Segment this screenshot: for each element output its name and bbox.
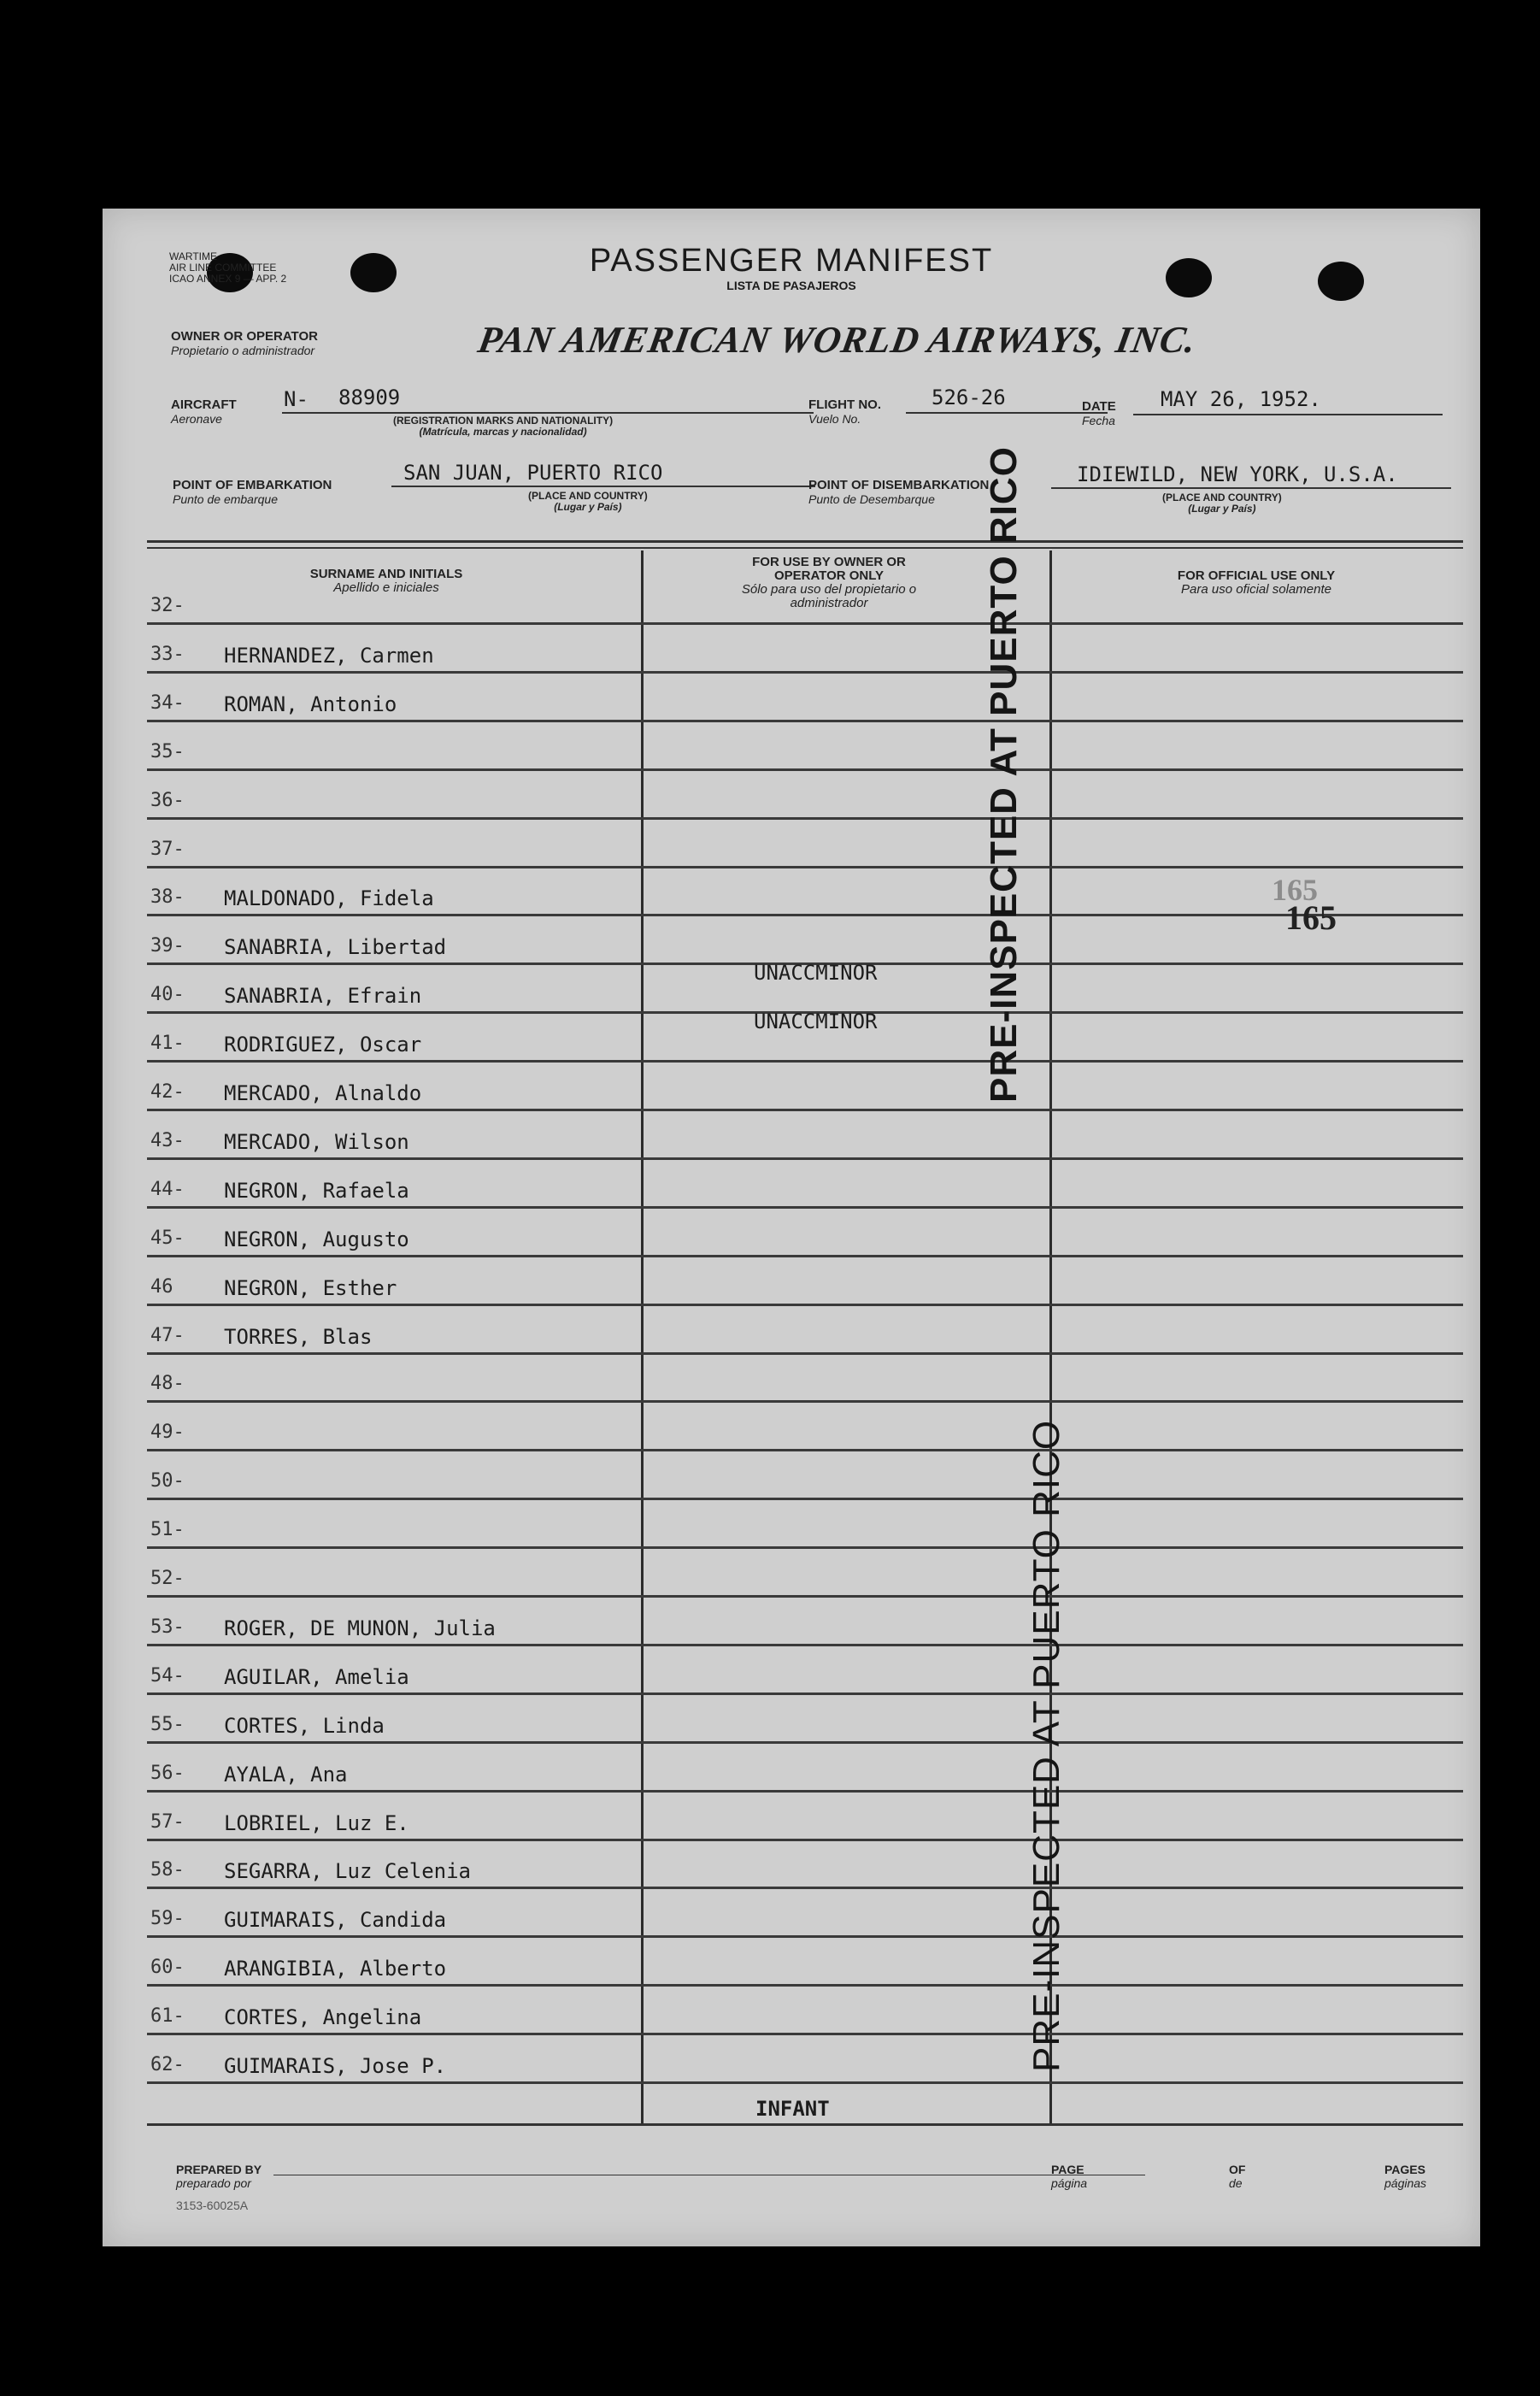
row-rule [147,1352,1463,1355]
owner-column-header [735,556,923,610]
place-caption-en: (PLACE AND COUNTRY) [1162,492,1282,503]
row-rule [147,1741,1463,1744]
row-rule [147,1887,1463,1889]
owner-header-es: Sólo para uso del propietario o administrador [741,582,917,610]
row-number: 41- [150,1033,185,1055]
owner-note: UNACCMINOR [754,961,878,986]
row-rule [147,1839,1463,1841]
table-top-rule-2 [147,547,1463,549]
place-caption-en: (PLACE AND COUNTRY) [528,490,648,502]
aircraft-caption-es: (Matrícula, marcas y nacionalidad) [419,426,587,438]
passenger-name: SANABRIA, Efrain [224,984,422,1009]
form-corner-line: WARTIME [169,250,217,262]
page-subtitle: LISTA DE PASAJEROS [726,279,856,292]
names-column-header [147,568,626,595]
row-number: 60- [150,1957,185,1979]
embark-label-es: Punto de embarque [173,492,278,506]
date-value: MAY 26, 1952. [1161,387,1321,411]
row-rule [147,1546,1463,1549]
row-rule [147,1304,1463,1306]
date-rule [1133,414,1443,415]
row-number: 48- [150,1373,185,1395]
row-rule [147,2081,1463,2084]
row-number: 61- [150,2005,185,2028]
row-number: 46 [150,1275,173,1298]
row-number: 52- [150,1568,185,1589]
embark-caption [528,491,648,513]
official-header-en: FOR OFFICIAL USE ONLY [1177,568,1336,583]
form-corner-line: AIR LINE COMMITTEE [169,262,277,274]
row-number: 34- [150,692,185,714]
pages-label-en: PAGES [1384,2163,1425,2176]
row-number: 54- [150,1664,185,1687]
pre-inspected-stamp: PRE-INSPECTED AT PUERTO RICO [1026,1419,1067,2072]
row-rule [147,1157,1463,1160]
row-number: 56- [150,1762,185,1784]
row-number: 32- [150,595,185,616]
owner-note: UNACCMINOR [754,1010,878,1034]
flight-value: 526-26 [932,386,1006,409]
row-rule [147,768,1463,771]
row-number: 50- [150,1470,185,1492]
row-number: 58- [150,1859,185,1881]
owner-label [171,330,318,357]
pre-inspected-stamp: PRE-INSPECTED AT PUERTO RICO [983,446,1025,1103]
of-label-es: de [1229,2176,1243,2190]
place-caption-es: (Lugar y País) [554,501,622,513]
row-rule [147,671,1463,674]
owner-label-es: Propietario o administrador [171,344,315,357]
flight-rule [906,412,1108,414]
form-number: 3153-60025A [176,2199,249,2212]
row-number: 53- [150,1616,185,1638]
row-rule [147,817,1463,820]
passenger-name: CORTES, Angelina [224,2005,422,2030]
row-number: 59- [150,1908,185,1930]
passenger-name: SANABRIA, Libertad [224,935,447,960]
page-label-en: PAGE [1051,2163,1084,2176]
aircraft-value: 88909 [338,386,401,409]
prepared-by-es: preparado por [176,2176,251,2190]
row-rule [147,1206,1463,1209]
row-number: 44- [150,1178,185,1200]
pages-label-es: páginas [1384,2176,1427,2190]
row-number: 49- [150,1422,185,1444]
passenger-name: LOBRIEL, Luz E. [224,1810,409,1835]
passenger-name: GUIMARAIS, Jose P. [224,2054,447,2078]
embark-label [173,479,332,506]
passenger-name: HERNANDEZ, Carmen [224,643,434,668]
aircraft-prefix: N- [284,387,309,411]
passenger-name: NEGRON, Rafaela [224,1178,409,1203]
place-caption-es: (Lugar y País) [1188,503,1256,515]
pages-label [1384,2163,1426,2190]
form-corner-line: ICAO ANNEX 9 — APP. 2 [169,273,287,285]
owner-value: PAN AMERICAN WORLD AIRWAYS, INC. [474,319,1201,361]
row-rule [147,1400,1463,1403]
names-header-en: SURNAME AND INITIALS [309,567,463,581]
row-rule [147,1693,1463,1695]
row-number: 35- [150,740,185,762]
disembark-label-es: Punto de Desembarque [808,492,935,506]
row-number: 36- [150,789,185,811]
embark-value: SAN JUAN, PUERTO RICO [403,461,663,485]
official-column-header [1051,569,1461,597]
row-rule [147,1595,1463,1598]
disembark-label [808,479,989,506]
disembark-label-en: POINT OF DISEMBARKATION [808,478,990,492]
flight-label [808,398,881,426]
passenger-name: MERCADO, Alnaldo [224,1081,422,1105]
owner-label-en: OWNER OR OPERATOR [171,329,318,344]
row-number: 37- [150,838,185,860]
date-label-en: DATE [1082,399,1116,414]
passenger-name: AYALA, Ana [224,1762,348,1787]
row-rule [147,1790,1463,1793]
page-title: PASSENGER MANIFEST [589,243,994,279]
prepared-by-label [176,2163,262,2190]
row-rule [147,1255,1463,1257]
row-rule [147,866,1463,868]
page-label [1051,2163,1087,2190]
passenger-name: CORTES, Linda [224,1713,385,1738]
table-bottom-rule [147,2123,1463,2126]
passenger-name: AGUILAR, Amelia [224,1664,409,1689]
flight-label-es: Vuelo No. [808,412,861,426]
table-top-rule [147,540,1463,543]
row-number: 38- [150,886,185,909]
passenger-name: ROGER, DE MUNON, Julia [224,1616,496,1640]
of-label [1229,2163,1245,2190]
row-number: 62- [150,2054,185,2075]
row-rule [147,622,1463,625]
passenger-name: MALDONADO, Fidela [224,886,434,911]
aircraft-label-es: Aeronave [171,412,222,426]
aircraft-caption [393,415,613,438]
row-rule [147,1935,1463,1938]
infant-note: INFANT [755,2097,830,2121]
row-rule [147,1644,1463,1646]
page-label-es: página [1051,2176,1088,2190]
row-number: 57- [150,1810,185,1833]
row-rule [147,720,1463,722]
row-number: 33- [150,643,185,665]
row-number: 39- [150,935,185,957]
manifest-sheet [103,209,1480,2246]
row-rule [147,1498,1463,1500]
date-label [1082,400,1116,427]
official-number-faint: 165 [1272,873,1318,907]
row-rule [147,2033,1463,2035]
disembark-rule [1051,487,1451,489]
official-number: 165 [1285,898,1337,937]
row-rule [147,1060,1463,1063]
disembark-caption [1162,492,1282,515]
row-number: 40- [150,984,185,1006]
of-label-en: OF [1229,2163,1246,2176]
passenger-name: TORRES, Blas [224,1324,373,1349]
passenger-name: NEGRON, Esther [224,1275,397,1300]
passenger-name: SEGARRA, Luz Celenia [224,1859,471,1884]
aircraft-rule [282,412,814,414]
row-rule [147,914,1463,916]
names-header-es: Apellido e iniciales [333,580,439,595]
row-rule [147,1984,1463,1987]
passenger-name: RODRIGUEZ, Oscar [224,1033,422,1057]
aircraft-label [171,398,237,426]
row-number: 47- [150,1324,185,1346]
prepared-by-en: PREPARED BY [176,2163,262,2176]
date-label-es: Fecha [1082,414,1115,427]
flight-label-en: FLIGHT NO. [808,397,881,412]
owner-header-en: FOR USE BY OWNER OR OPERATOR ONLY [752,555,906,583]
aircraft-label-en: AIRCRAFT [171,397,237,412]
embark-rule [391,486,815,487]
row-rule [147,1109,1463,1111]
disembark-value: IDIEWILD, NEW YORK, U.S.A. [1077,462,1398,486]
row-number: 43- [150,1129,185,1151]
row-number: 55- [150,1713,185,1735]
passenger-name: NEGRON, Augusto [224,1227,409,1251]
row-number: 45- [150,1227,185,1249]
passenger-name: GUIMARAIS, Candida [224,1908,447,1933]
embark-label-en: POINT OF EMBARKATION [173,478,332,492]
aircraft-caption-en: (REGISTRATION MARKS AND NATIONALITY) [393,415,614,427]
official-header-es: Para uso oficial solamente [1181,582,1331,597]
row-number: 42- [150,1081,185,1103]
row-number: 51- [150,1519,185,1541]
passenger-name: ARANGIBIA, Alberto [224,1957,447,1981]
row-rule [147,1449,1463,1451]
passenger-name: MERCADO, Wilson [224,1129,409,1154]
passenger-name: ROMAN, Antonio [224,692,397,716]
